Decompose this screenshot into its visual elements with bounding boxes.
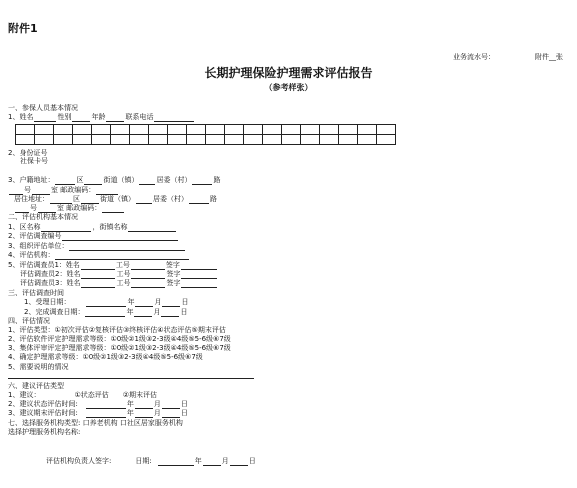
surveyor-3-id-field[interactable] [131,279,165,288]
id-digit-cell[interactable] [301,135,320,145]
household-no-field[interactable] [9,186,23,195]
id-digit-cell[interactable] [187,125,206,135]
state-eval-day-field[interactable] [162,400,180,409]
final-eval-time-line: 3、建议期末评估时间: 年 月 日 [8,409,188,417]
id-digit-cell[interactable] [244,135,263,145]
id-digit-cell[interactable] [168,135,187,145]
household-committee-field[interactable] [139,176,155,185]
district-field[interactable] [41,223,91,232]
state-eval-time-line: 2、建议状态评估时间: 年 月 日 [8,400,188,408]
received-year-field[interactable] [86,298,126,307]
social-card-label: 社保卡号 [20,157,48,165]
service-name-label: 选择护理服务机构名称: [8,428,81,436]
id-digit-cell[interactable] [358,125,377,135]
id-digit-cell[interactable] [73,125,92,135]
id-digit-cell[interactable] [282,135,301,145]
completed-month-field[interactable] [134,308,152,317]
residence-address-line2: 号 室 邮政编码： [14,204,125,213]
residence-district-field[interactable] [50,195,72,204]
suggest-line: 1、建议： ①状态评估 ②期末评估 [8,391,158,399]
residence-committee-field[interactable] [136,195,152,204]
community-service-option[interactable]: 口社区居家服务机构 [119,419,183,427]
id-digit-cell[interactable] [111,125,130,135]
surveyor-2-line: 评估调查员2：姓名 工号 签字 [20,270,218,279]
residence-room-field[interactable] [38,204,56,213]
id-digit-cell[interactable] [35,135,54,145]
surveyor-3-name-field[interactable] [81,279,115,288]
id-digit-cell[interactable] [149,135,168,145]
residence-street-field[interactable] [81,195,99,204]
id-digit-cell[interactable] [206,135,225,145]
sign-day-field[interactable] [230,457,248,466]
household-address-line2: 号 室 邮政编码： [8,186,119,195]
surveyor-1-name-field[interactable] [81,261,115,270]
id-digit-cell[interactable] [244,125,263,135]
id-digit-cell[interactable] [339,135,358,145]
received-day-field[interactable] [162,298,180,307]
surveyor-1-sign-field[interactable] [181,261,217,270]
household-postcode-field[interactable] [96,186,118,195]
household-street-field[interactable] [84,176,102,185]
surveyor-1-line: 5、评估调查员1：姓名 工号 签字 [8,261,218,270]
id-number-label: 2、身份证号 [8,149,48,157]
id-digit-cell[interactable] [54,135,73,145]
id-digit-cell[interactable] [92,135,111,145]
residence-postcode-field[interactable] [102,204,124,213]
id-digit-cell[interactable] [149,125,168,135]
received-date-line: 1、受理日期： 年 月 日 [24,298,189,306]
phone-field[interactable] [154,113,194,122]
household-road-field[interactable] [192,176,212,185]
basic-info-line [8,113,195,122]
survey-number-line: 2、评估调查编号 [8,232,179,241]
id-digit-cell[interactable] [263,125,282,135]
id-digit-cell[interactable] [225,125,244,135]
id-number-grid[interactable] [15,124,396,145]
section3-heading: 三、评估调查时间 [8,289,64,297]
page-subtitle: （参考样张） [264,83,313,92]
id-digit-cell[interactable] [301,125,320,135]
id-digit-cell[interactable] [130,125,149,135]
id-digit-cell[interactable] [16,125,35,135]
phone-label: 联系电话 [125,113,154,121]
household-district-field[interactable] [55,176,75,185]
section2-heading: 二、评估机构基本情况 [8,213,78,221]
final-eval-day-field[interactable] [162,409,180,418]
agency-line: 4、评估机构： [8,251,190,260]
age-field[interactable] [106,113,124,122]
panel-level-line: 3、集体评审评定护理需求等级：①0级②1级③2-3级④4级⑤5-6级⑥7级 [8,344,231,352]
district-line: 1、区名称 ，街镇名称 [8,223,177,232]
surveyor-3-sign-field[interactable] [181,279,217,288]
surveyor-2-sign-field[interactable] [181,270,217,279]
id-digit-cell[interactable] [320,125,339,135]
gender-label: 性别 [57,113,72,121]
completed-day-field[interactable] [161,308,179,317]
residence-road-field[interactable] [189,195,209,204]
section1-heading: 一、参保人员基本情况 [8,104,78,112]
household-address-line: 3、户籍地址： 区 街道（镇） 居委（村） 路 [8,176,221,184]
survey-number-field[interactable] [62,232,178,241]
age-label: 年龄 [91,113,106,121]
annex-label: 附件1 [8,22,38,35]
id-digit-cell[interactable] [187,135,206,145]
notes-field[interactable] [8,378,254,379]
state-eval-year-field[interactable] [86,400,126,409]
final-eval-option[interactable]: ②期末评估 [122,391,158,399]
name-field[interactable] [34,113,56,122]
surveyor-2-name-field[interactable] [81,270,115,279]
section6-heading: 六、建议评估类型 [8,382,64,390]
id-digit-cell[interactable] [168,125,187,135]
final-level-line: 4、确定护理需求等级：①0级②1级③2-3级④4级⑤5-6级⑥7级 [8,353,203,361]
final-eval-year-field[interactable] [86,409,126,418]
eval-type-line: 1、评估类型：①初次评估②复核评估③终核评估④状态评估⑤期末评估 [8,326,226,334]
gender-field[interactable] [72,113,90,122]
completed-date-line: 2、完成调查日期： 年 月 日 [24,308,188,316]
id-digit-cell[interactable] [358,135,377,145]
sign-month-field[interactable] [203,457,221,466]
id-digit-cell[interactable] [35,125,54,135]
id-digit-cell[interactable] [225,135,244,145]
residence-no-field[interactable] [15,204,29,213]
annex-count-label: 附件__张 [535,53,563,61]
received-month-field[interactable] [135,298,153,307]
name-label: 1、姓名 [8,113,34,121]
id-digit-cell[interactable] [377,135,396,145]
id-digit-cell[interactable] [92,125,111,135]
section4-heading: 四、评估情况 [8,317,50,325]
final-eval-month-field[interactable] [135,409,153,418]
surveyor-1-id-field[interactable] [131,261,165,270]
surveyor-3-line: 评估调查员3：姓名 工号 签字 [20,279,218,288]
state-eval-option[interactable]: ①状态评估 [74,391,109,399]
id-digit-cell[interactable] [16,135,35,145]
page-title: 长期护理保险护理需求评估报告 [204,66,373,80]
software-level-line: 2、评估软件评定护理需求等级：①0级②1级③2-3级④4级⑤5-6级⑥7级 [8,335,231,343]
notes-label: 5、需要说明的情况 [8,363,69,371]
sign-year-field[interactable] [158,457,194,466]
household-room-field[interactable] [32,186,50,195]
org-unit-field[interactable] [69,242,185,251]
id-digit-cell[interactable] [54,125,73,135]
residence-address-line: 居住地址： 区 街道（镇） 居委（村） 路 [14,195,217,203]
id-digit-cell[interactable] [282,125,301,135]
id-digit-cell[interactable] [263,135,282,145]
nursing-home-option[interactable]: 口养老机构 [82,419,118,427]
id-digit-cell[interactable] [339,125,358,135]
signature-line: 评估机构负责人签字: 日期: 年 月 日 [46,457,256,465]
id-digit-cell[interactable] [206,125,225,135]
state-eval-month-field[interactable] [135,400,153,409]
serial-number-label: 业务流水号： [453,53,495,61]
surveyor-2-id-field[interactable] [131,270,165,279]
completed-year-field[interactable] [85,308,125,317]
id-digit-cell[interactable] [320,135,339,145]
id-digit-cell[interactable] [130,135,149,145]
street-field[interactable] [128,223,176,232]
id-digit-cell[interactable] [73,135,92,145]
id-digit-cell[interactable] [111,135,130,145]
service-type-line: 七、选择服务机构类型: 口养老机构 口社区居家服务机构 [8,419,183,427]
agency-field[interactable] [55,251,189,260]
id-digit-cell[interactable] [377,125,396,135]
org-unit-line: 3、组织评估单位： [8,242,186,251]
